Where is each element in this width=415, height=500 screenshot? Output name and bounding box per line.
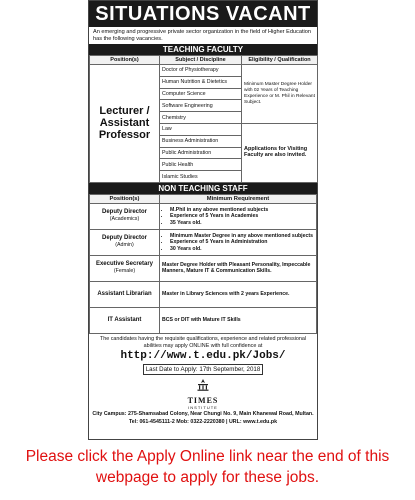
deadline-box: Last Date to Apply: 17th September, 2018 [143, 364, 263, 375]
subject-item: Computer Science [160, 88, 242, 100]
col-position: Position(s) [90, 56, 160, 65]
eligibility-text: Minimum Master Degree Holder with 02 Years of Teaching Experience or M. Phil in Relevant Subject. [242, 65, 318, 124]
crest-icon [196, 379, 210, 391]
visiting-faculty-note: Applications for Visiting Faculty are also invited. [242, 123, 318, 182]
position-cell: IT Assistant [90, 307, 160, 333]
logo-sub: INSTITUTE [188, 405, 218, 411]
position-cell: Deputy Director (Admin) [90, 229, 160, 255]
col-eligibility: Eligibility / Qualification [242, 56, 318, 65]
requirement-cell: Master in Library Sciences with 2 years Experience. [160, 281, 317, 307]
candidates-note: The candidates having the requisite qualifications, experience and related professional abilities may apply ONLINE with full confidence at [99, 335, 307, 349]
col-position: Position(s) [90, 194, 160, 203]
requirement-item: • Minimum Master Degree in any above mentioned subjects [170, 233, 314, 240]
requirement-cell: Master Degree Holder with Pleasant Personality, Impeccable Manners, Mature IT & Communication Skills. [160, 255, 317, 281]
ad-title: SITUATIONS VACANT [89, 1, 317, 27]
address: City Campus: 275-Shamsabad Colony, Near Chungi No. 9, Main Khanewal Road, Multan. [92, 411, 314, 418]
requirement-item: • M.Phil in any above mentioned subjects [170, 207, 314, 214]
contact-line: Tel: 061-4545111-2 Mob: 0322-2220380 | URL: www.t.edu.pk [128, 418, 278, 425]
subject-item: Public Health [160, 159, 242, 171]
subject-item: Chemistry [160, 112, 242, 124]
logo-name: TIMES [187, 396, 219, 406]
position-cell: Executive Secretary (Female) [90, 255, 160, 281]
col-requirement: Minimum Requirement [160, 194, 317, 203]
position-cell: Deputy Director (Academics) [90, 203, 160, 229]
table-row [90, 281, 317, 307]
teaching-faculty-heading: TEACHING FACULTY [89, 44, 317, 55]
requirement-item: • Experience of 5 Years in Administration [170, 239, 314, 246]
subject-item: Law [160, 123, 242, 135]
subject-item: Human Nutrition & Dietetics [160, 76, 242, 88]
requirement-cell: BCS or DIT with Mature IT Skills [160, 307, 317, 333]
teaching-faculty-table [89, 55, 318, 183]
subject-item: Islamic Studies [160, 171, 242, 183]
requirement-cell [160, 203, 317, 229]
position-cell: Assistant Librarian [90, 281, 160, 307]
apply-url: http://www.t.edu.pk/Jobs/ [120, 350, 286, 363]
non-teaching-heading: NON TEACHING STAFF [89, 183, 317, 194]
requirement-item: • Experience of 5 Years in Academies [170, 213, 314, 220]
requirement-item: • 30 Years old. [170, 246, 314, 253]
subject-item: Public Administration [160, 147, 242, 159]
subject-item: Business Administration [160, 135, 242, 147]
requirement-cell [160, 229, 317, 255]
table-row [90, 203, 317, 229]
requirement-item: • 35 Years old. [170, 220, 314, 227]
table-row [90, 307, 317, 333]
times-institute-logo [89, 378, 317, 410]
col-subject: Subject / Discipline [160, 56, 242, 65]
ad-intro: An emerging and progressive private sector organization in the field of Higher Education has the following vacancies. [93, 29, 311, 42]
teaching-position: Lecturer / Assistant Professor [90, 65, 160, 183]
non-teaching-table [89, 194, 317, 334]
subject-item: Software Engineering [160, 100, 242, 112]
job-advertisement [88, 0, 318, 440]
table-row [90, 229, 317, 255]
subject-item: Doctor of Physiotherapy [160, 65, 242, 77]
apply-online-notice: Please click the Apply Online link near the end of this webpage to apply for these jobs. [25, 448, 390, 486]
table-row [90, 255, 317, 281]
